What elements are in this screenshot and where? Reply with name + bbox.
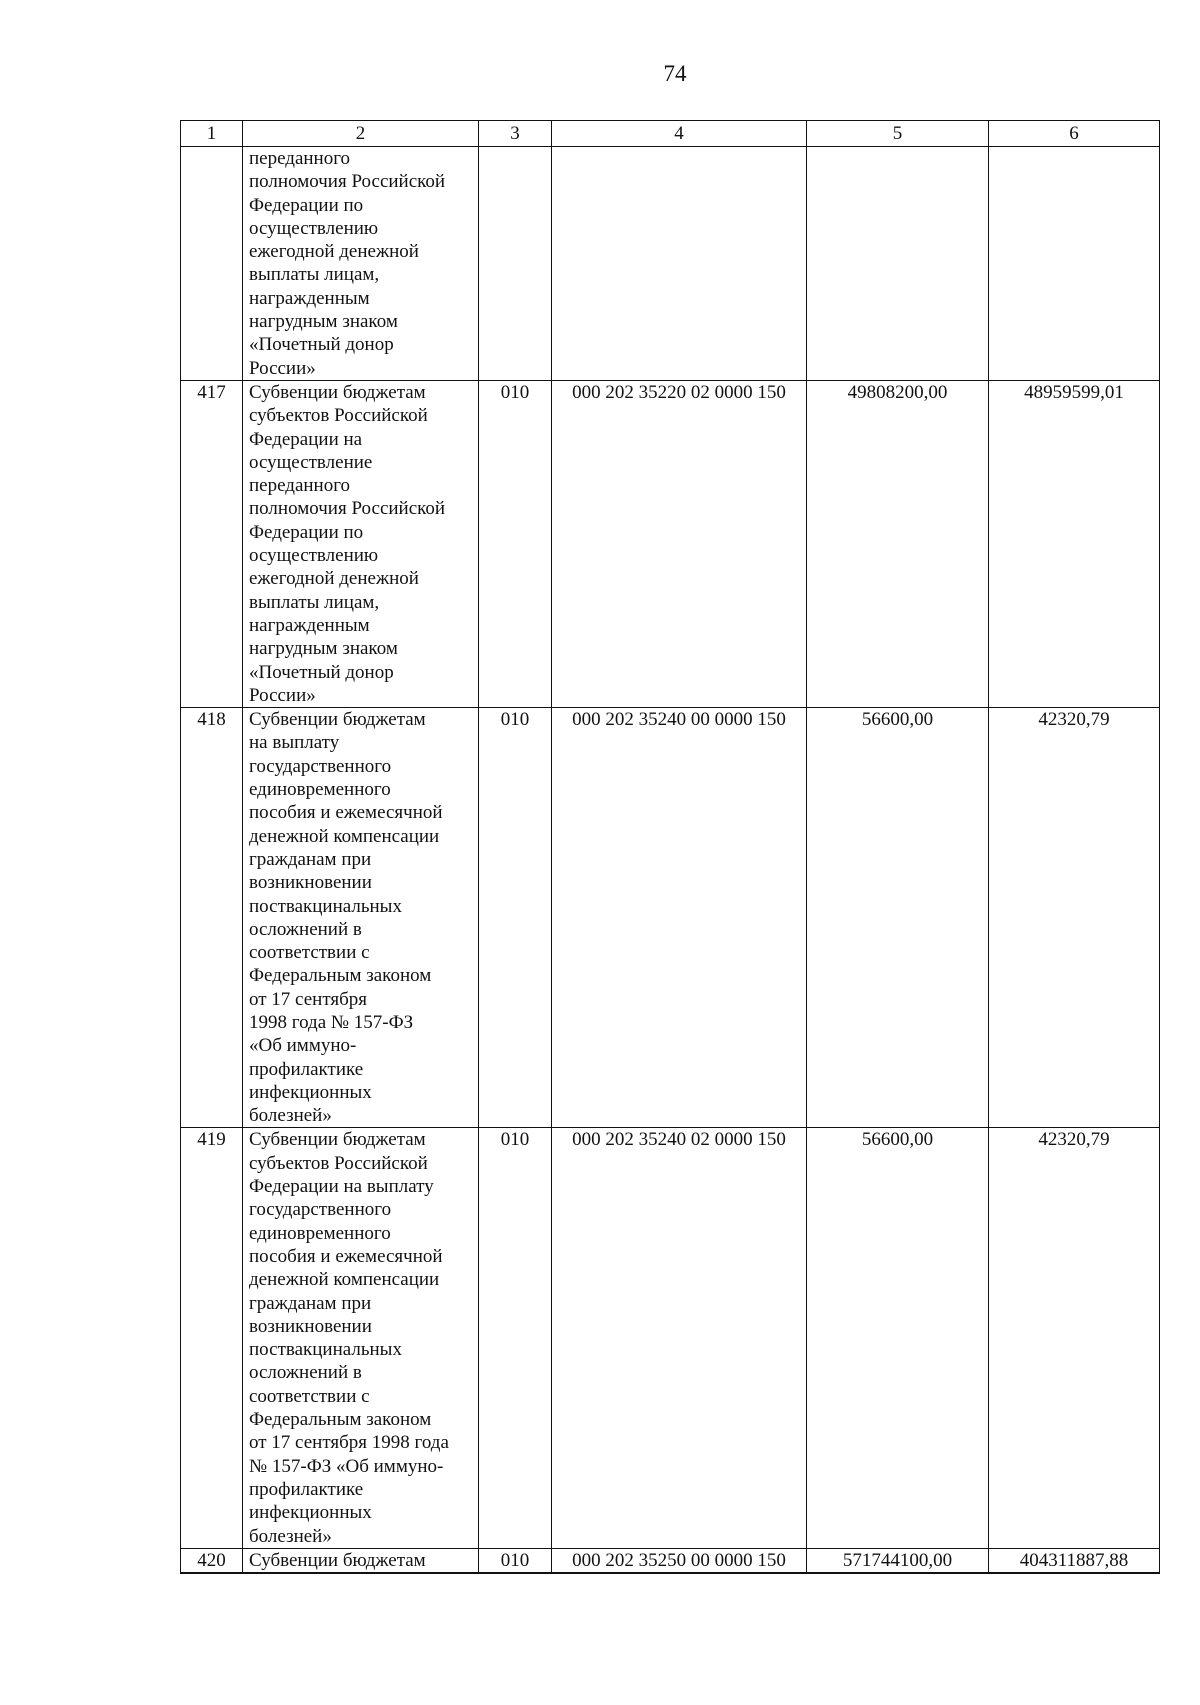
row-executed-amount-cell: 42320,79 — [989, 1128, 1160, 1548]
row-name-line: ежегодной денежной — [249, 241, 419, 263]
row-name-line: пособия и ежемесячной — [249, 1245, 443, 1267]
row-name-line: № 157-ФЗ «Об иммуно- — [249, 1455, 444, 1477]
row-name-line: осуществлению — [249, 217, 379, 239]
row-planned-amount-cell: 56600,00 — [807, 708, 989, 1128]
row-name-line: от 17 сентября — [249, 988, 368, 1010]
row-budget-class-code-cell: 000 202 35240 02 0000 150 — [552, 1128, 807, 1548]
row-name-line: болезней» — [249, 1105, 332, 1127]
row-name-line: поствакцинальных — [249, 1339, 402, 1361]
row-admin-code-cell: 010 — [479, 1548, 552, 1573]
column-header-3: 3 — [479, 121, 552, 147]
row-name-line: «Почетный донор — [249, 661, 394, 683]
row-name-line: полномочия Российской — [249, 498, 446, 520]
table-row — [181, 1128, 1160, 1548]
row-name-line: соответствии с — [249, 942, 370, 964]
row-name-line: осложнений в — [249, 1362, 362, 1384]
row-name-line: на выплату — [249, 732, 340, 754]
row-budget-class-code-cell — [552, 147, 807, 381]
row-name-line: нагрудным знаком — [249, 638, 398, 660]
row-name-line: соответствии с — [249, 1385, 370, 1407]
row-name-line: Федерации на выплату — [249, 1176, 434, 1198]
row-name-line: осуществление — [249, 451, 373, 473]
row-name-line: денежной компенсации — [249, 825, 440, 847]
row-name-line: Субвенции бюджетам — [249, 1129, 426, 1151]
column-header-5: 5 — [807, 121, 989, 147]
row-name-line: профилактике — [249, 1058, 364, 1080]
row-name-line: единовременного — [249, 779, 391, 801]
row-executed-amount-cell: 42320,79 — [989, 708, 1160, 1128]
row-budget-class-code-cell: 000 202 35250 00 0000 150 — [552, 1548, 807, 1573]
row-name-line: награжденным — [249, 287, 370, 309]
row-executed-amount-cell: 404311887,88 — [989, 1548, 1160, 1573]
row-name-line: 1998 года № 157-ФЗ — [249, 1011, 414, 1033]
row-name-line: возникновении — [249, 1315, 372, 1337]
row-name-line: инфекционных — [249, 1502, 372, 1524]
table-row — [181, 708, 1160, 1128]
row-name-line: государственного — [249, 755, 392, 777]
row-admin-code-cell: 010 — [479, 380, 552, 707]
row-number-cell: 417 — [181, 380, 243, 707]
row-planned-amount-cell: 56600,00 — [807, 1128, 989, 1548]
row-name-line: Субвенции бюджетам — [249, 1549, 426, 1571]
row-executed-amount-cell: 48959599,01 — [989, 380, 1160, 707]
row-name-line: инфекционных — [249, 1081, 372, 1103]
table-row — [181, 147, 1160, 381]
row-name-line: профилактике — [249, 1478, 364, 1500]
row-name-line: денежной компенсации — [249, 1269, 440, 1291]
row-name-cell — [243, 147, 479, 381]
column-header-1: 1 — [181, 121, 243, 147]
column-header-2: 2 — [243, 121, 479, 147]
row-number-cell: 418 — [181, 708, 243, 1128]
budget-table — [180, 120, 1160, 1574]
row-name-line: Федерации на — [249, 428, 363, 450]
row-name-line: поствакцинальных — [249, 895, 402, 917]
row-name-line: выплаты лицам, — [249, 264, 380, 286]
row-planned-amount-cell: 571744100,00 — [807, 1548, 989, 1573]
row-admin-code-cell: 010 — [479, 1128, 552, 1548]
row-number-cell: 420 — [181, 1548, 243, 1573]
table-body — [181, 147, 1160, 1574]
row-name-line: государственного — [249, 1199, 392, 1221]
row-name-line: полномочия Российской — [249, 171, 446, 193]
column-header-6: 6 — [989, 121, 1160, 147]
row-name-line: от 17 сентября 1998 года — [249, 1432, 449, 1454]
row-name-line: субъектов Российской — [249, 1152, 428, 1174]
row-name-line: возникновении — [249, 872, 372, 894]
row-name-line: «Об иммуно- — [249, 1035, 357, 1057]
row-name-line: ежегодной денежной — [249, 568, 419, 590]
row-name-line: болезней» — [249, 1525, 332, 1547]
row-name-line: пособия и ежемесячной — [249, 802, 443, 824]
row-name-line: награжденным — [249, 614, 370, 636]
row-name-cell — [243, 708, 479, 1128]
row-name-line: Федеральным законом — [249, 1409, 432, 1431]
row-name-line: гражданам при — [249, 848, 372, 870]
row-planned-amount-cell — [807, 147, 989, 381]
row-name-line: Субвенции бюджетам — [249, 381, 426, 403]
row-name-line: нагрудным знаком — [249, 311, 398, 333]
row-name-line: Федерации по — [249, 521, 364, 543]
table-header-row — [181, 121, 1160, 147]
row-planned-amount-cell: 49808200,00 — [807, 380, 989, 707]
row-name-line: России» — [249, 684, 316, 706]
row-admin-code-cell — [479, 147, 552, 381]
row-budget-class-code-cell: 000 202 35220 02 0000 150 — [552, 380, 807, 707]
row-number-cell: 419 — [181, 1128, 243, 1548]
row-name-line: выплаты лицам, — [249, 591, 380, 613]
row-budget-class-code-cell: 000 202 35240 00 0000 150 — [552, 708, 807, 1128]
row-name-cell — [243, 380, 479, 707]
row-name-line: переданного — [249, 148, 351, 169]
row-name-line: «Почетный донор — [249, 334, 394, 356]
row-name-line: Федерации по — [249, 194, 364, 216]
row-executed-amount-cell — [989, 147, 1160, 381]
row-number-cell — [181, 147, 243, 381]
row-name-line: Субвенции бюджетам — [249, 709, 426, 731]
row-name-line: единовременного — [249, 1222, 391, 1244]
row-name-line: России» — [249, 357, 316, 379]
table-row — [181, 380, 1160, 707]
row-name-line: Федеральным законом — [249, 965, 432, 987]
column-header-4: 4 — [552, 121, 807, 147]
table-row — [181, 1548, 1160, 1573]
row-name-cell — [243, 1128, 479, 1548]
page-number: 74 — [663, 61, 687, 86]
row-name-line: осуществлению — [249, 545, 379, 567]
row-name-line: гражданам при — [249, 1292, 372, 1314]
row-name-line: переданного — [249, 475, 351, 497]
row-name-line: субъектов Российской — [249, 405, 428, 427]
row-name-cell — [243, 1548, 479, 1573]
row-name-line: осложнений в — [249, 918, 362, 940]
row-admin-code-cell: 010 — [479, 708, 552, 1128]
